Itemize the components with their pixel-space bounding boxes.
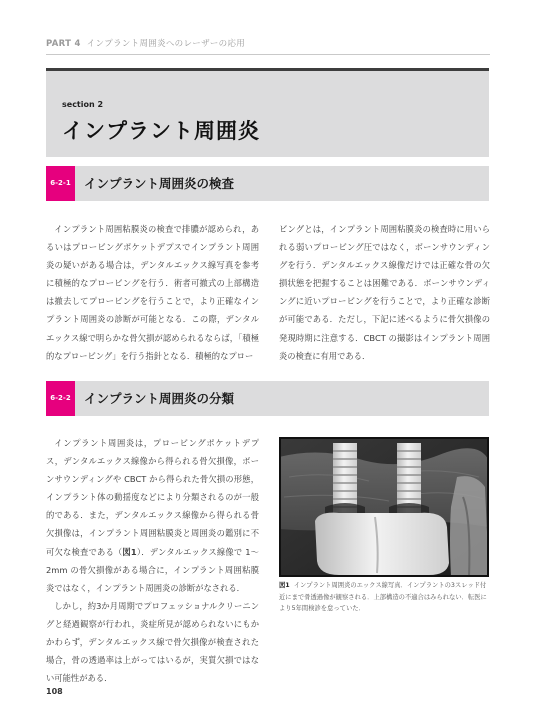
subsection-header-6-2-1: [46, 166, 489, 201]
subsection-number: 6-2-1: [46, 166, 75, 201]
paragraph: [46, 434, 259, 597]
paragraph: ビングとは，インプラント周囲粘膜炎の検査時に用いられる弱いプロービング圧ではなく，ボーンサウンディングを行う．デンタルエックス線像だけでは正確な骨の欠損状態を把握することは困難である．ボーンサウンディングに近いプロービングを行うことで，より正確な診断が可能である．ただし，下記に述べるように骨欠損像の発現時期に注意する．CBCT の撮影はインプラント周囲炎の検査に有用である．: [279, 224, 490, 361]
body-column-right: [279, 220, 490, 365]
part-title: インプラント周囲炎へのレーザーの応用: [86, 39, 246, 49]
subsection-header-6-2-2: [46, 381, 489, 416]
subsection-title: インプラント周囲炎の検査: [84, 176, 235, 191]
section-title: インプラント周囲炎: [62, 119, 260, 143]
section-header: [46, 68, 489, 157]
section-label: section 2: [62, 100, 104, 109]
page-number: 108: [46, 687, 63, 696]
figure-caption: [279, 580, 491, 615]
paragraph-text: インプラント周囲炎は，プロービングポケットデプス，デンタルエックス線像から得られる骨欠損像，ボーンサウンディングや CBCT から得られた骨欠損の形態，インプラント体の動揺度などにより分類されるのが一般的である．また，デンタルエックス線像から得られる骨欠損像は，インプラント周囲粘膜炎と周囲炎の鑑別に不可欠な検査である（: [46, 438, 259, 557]
xray-figure: [279, 437, 489, 577]
header-divider: [46, 54, 490, 55]
figure-reference[interactable]: 図1: [122, 546, 137, 557]
body-column-left-2: [46, 434, 259, 687]
subsection-title: インプラント周囲炎の分類: [84, 391, 235, 406]
paragraph: インプラント周囲粘膜炎の検査で排膿が認められ，あるいはプロービングポケットデプスでインプラント周囲炎の疑いがある場合は，デンタルエックス線写真を参考に積極的なプロービングを行う．術者可撤式の上部構造は撤去してプロービングを行うことで，より正確なインプラント周囲炎の診断が可能となる．この際，デンタルエックス線で明らかな骨欠損が認められるならば，「積極的なプロービング」を行う指針となる．積極的なプロー: [46, 224, 259, 361]
figure-label: 図1: [279, 582, 290, 589]
body-column-left: [46, 220, 259, 365]
paragraph-text: ）．デンタルエックス線像で 1～2mm の骨欠損像がある場合に，インプラント周囲粘膜炎ではなく，インプラント周囲炎の診断がなされる．: [46, 546, 259, 593]
part-label: PART 4: [46, 39, 81, 49]
subsection-number: 6-2-2: [46, 381, 75, 416]
caption-text: インプラント周囲炎のエックス線写真．インプラントの3スレッド付近にまで骨透過像が観察される．上部構造の不適合はみられない．転医により5年間検診を怠っていた．: [279, 582, 487, 612]
running-head: [46, 37, 245, 49]
paragraph: しかし，約3か月周期でプロフェッショナルクリーニングと経過観察が行われ，炎症所見が認められないにもかかわらず，デンタルエックス線で骨欠損像が検査された場合，骨の透過率は上がってはいるが，実質欠損ではない可能性がある．: [46, 600, 259, 684]
xray-image: [279, 437, 489, 577]
